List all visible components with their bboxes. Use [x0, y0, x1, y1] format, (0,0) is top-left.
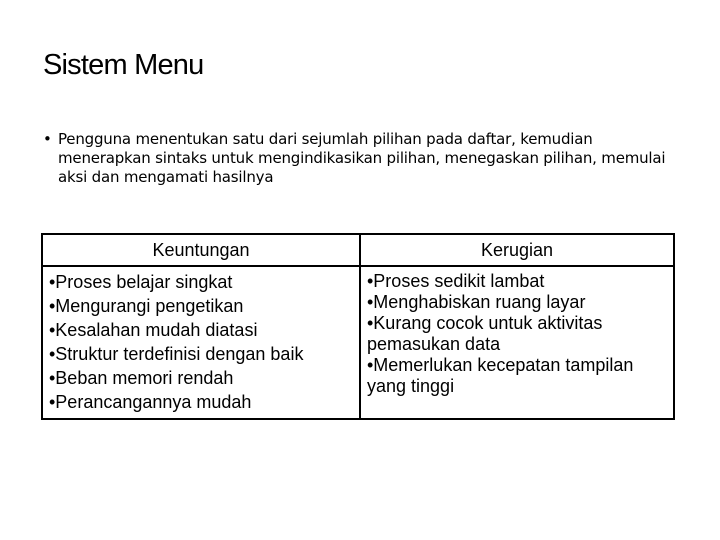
disadvantage-item: •Proses sedikit lambat [367, 271, 545, 291]
disadvantage-item: •Menghabiskan ruang layar [367, 292, 586, 312]
page-title: Sistem Menu [43, 49, 204, 81]
advantage-item: •Proses belajar singkat [49, 272, 233, 292]
table-header-row [42, 234, 674, 266]
disadvantages-cell [360, 266, 674, 419]
table-row [42, 266, 674, 419]
bullet-icon: • [43, 130, 52, 148]
comparison-table [41, 233, 675, 420]
advantage-item: •Mengurangi pengetikan [49, 296, 244, 316]
header-disadvantages: Kerugian [360, 234, 674, 266]
advantage-item: •Beban memori rendah [49, 368, 234, 388]
header-advantages: Keuntungan [42, 234, 360, 266]
intro-bullet-row [43, 130, 683, 187]
disadvantage-item: •Kurang cocok untuk aktivitas pemasukan data [367, 313, 603, 354]
advantage-item: •Struktur terdefinisi dengan baik [49, 344, 304, 364]
advantage-item: •Perancangannya mudah [49, 392, 252, 412]
intro-bullet [43, 130, 683, 187]
intro-text: Pengguna menentukan satu dari sejumlah pilihan pada daftar, kemudian menerapkan sintaks untuk mengindikasikan pilihan, menegaskan pilihan, memulai aksi dan mengamati hasilnya [58, 130, 666, 186]
advantage-item: •Kesalahan mudah diatasi [49, 320, 258, 340]
disadvantage-item: •Memerlukan kecepatan tampilan yang tinggi [367, 355, 634, 396]
advantages-cell [42, 266, 360, 419]
